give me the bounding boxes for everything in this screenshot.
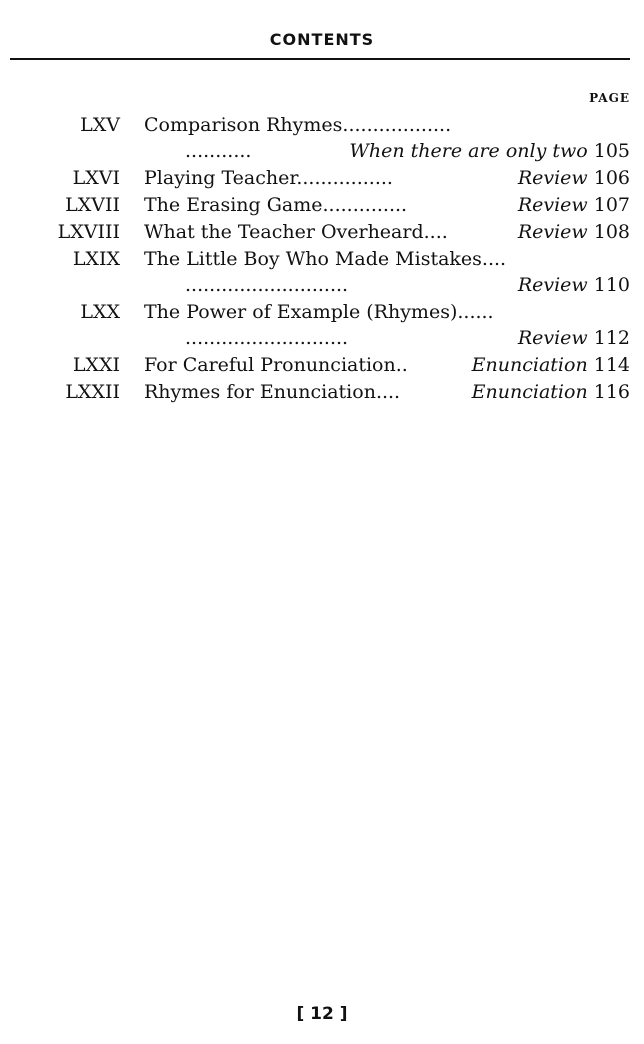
dot-leader: ...... — [457, 301, 494, 323]
page-column-label: PAGE — [589, 91, 630, 105]
chapter-number: LXV — [80, 114, 120, 136]
page-number: 112 — [593, 327, 630, 349]
chapter-number: LXX — [80, 301, 120, 323]
chapter-category: Review — [517, 327, 588, 349]
chapter-category: Enunciation — [471, 354, 588, 376]
chapter-number: LXVIII — [57, 221, 120, 243]
dot-leader: .... — [481, 248, 507, 270]
toc-right — [518, 325, 630, 352]
chapter-title-text: The Little Boy Who Made Mistakes — [144, 248, 482, 270]
toc-line — [0, 165, 644, 192]
page-number: 110 — [593, 274, 630, 296]
chapter-category: When there are only two — [349, 140, 588, 162]
toc-line — [0, 246, 644, 272]
page-number: 106 — [593, 167, 630, 189]
chapter-number: LXVI — [72, 167, 120, 189]
toc-right — [518, 219, 630, 246]
chapter-title-text: The Power of Example (Rhymes) — [144, 301, 458, 323]
header-rule — [10, 58, 630, 60]
toc-right — [518, 165, 630, 192]
dot-leader: ........... — [185, 140, 252, 162]
dot-leader: .. — [395, 354, 408, 376]
dot-leader: .... — [375, 381, 401, 403]
toc-entry — [0, 299, 644, 352]
chapter-title-text: Rhymes for Enunciation — [144, 381, 376, 403]
toc-line — [0, 299, 644, 325]
dot-leader: .................. — [342, 114, 452, 136]
chapter-category: Review — [517, 274, 588, 296]
toc-line — [0, 192, 644, 219]
toc-right — [472, 352, 630, 379]
chapter-category: Enunciation — [471, 381, 588, 403]
table-of-contents — [0, 112, 644, 406]
dot-leader: ................ — [296, 167, 393, 189]
dot-leader: .... — [423, 221, 448, 243]
toc-right — [518, 272, 630, 299]
chapter-category: Review — [517, 167, 588, 189]
chapter-number: LXIX — [72, 248, 120, 270]
dot-leader: .............. — [322, 194, 408, 216]
page-number: 107 — [593, 194, 630, 216]
chapter-category: Review — [517, 194, 588, 216]
chapter-title — [144, 352, 408, 379]
toc-line — [0, 272, 644, 299]
chapter-title-text: The Erasing Game — [144, 194, 323, 216]
chapter-title — [144, 219, 448, 246]
toc-right — [349, 138, 630, 165]
chapter-title-text: Comparison Rhymes — [144, 114, 343, 136]
toc-line — [0, 352, 644, 379]
chapter-category: Review — [517, 221, 588, 243]
toc-line — [0, 112, 644, 138]
chapter-title — [144, 379, 400, 406]
folio-page-number: [ 12 ] — [296, 1004, 348, 1024]
toc-right — [472, 379, 630, 406]
dot-leader: ........................... — [185, 327, 349, 349]
toc-entry — [0, 379, 644, 406]
chapter-number: LXXI — [72, 354, 120, 376]
page-number: 108 — [593, 221, 630, 243]
toc-entry — [0, 165, 644, 192]
chapter-number: LXVII — [65, 194, 120, 216]
toc-entry — [0, 219, 644, 246]
chapter-title-text: What the Teacher Overheard — [144, 221, 424, 243]
page-number: 116 — [593, 381, 630, 403]
chapter-title — [144, 165, 393, 192]
toc-line — [0, 325, 644, 352]
chapter-title — [144, 299, 494, 326]
toc-right — [518, 192, 630, 219]
chapter-number: LXXII — [65, 381, 120, 403]
chapter-title — [144, 192, 407, 219]
dot-leader: ........................... — [185, 274, 349, 296]
toc-entry — [0, 192, 644, 219]
toc-line — [0, 219, 644, 246]
toc-line — [0, 138, 644, 165]
chapter-title — [144, 112, 451, 139]
toc-line — [0, 379, 644, 406]
chapter-title — [144, 246, 506, 273]
page-title: CONTENTS — [269, 30, 375, 49]
toc-entry — [0, 352, 644, 379]
page-number: 114 — [593, 354, 630, 376]
page-number: 105 — [593, 140, 630, 162]
toc-entry — [0, 246, 644, 299]
toc-entry — [0, 112, 644, 165]
chapter-title-text: Playing Teacher — [144, 167, 297, 189]
chapter-title-text: For Careful Pronunciation — [144, 354, 396, 376]
